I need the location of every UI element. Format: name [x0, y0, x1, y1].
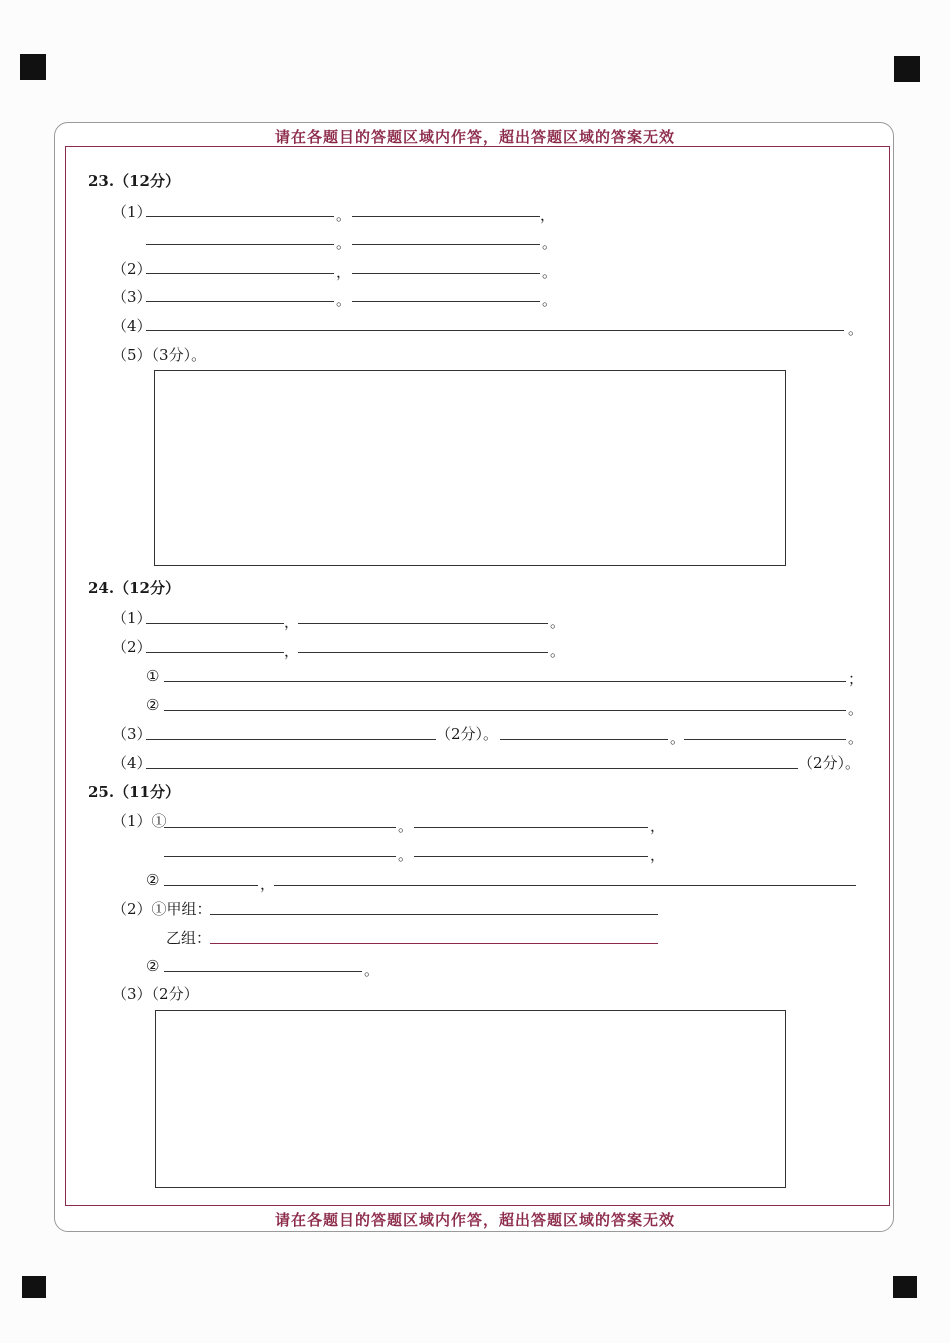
q25-2-circle2: ② — [146, 957, 160, 975]
q25-1-punct-c: 。 — [398, 846, 414, 864]
q23-3-blank-a[interactable] — [146, 301, 334, 302]
q23-4-punct: 。 — [848, 320, 864, 338]
q24-1-blank-b[interactable] — [298, 623, 548, 624]
registration-mark-top-left — [20, 54, 46, 80]
q23-1-blank-b[interactable] — [352, 216, 540, 217]
q23-1-blank-d[interactable] — [352, 244, 540, 245]
q24-2-circle2: ② — [146, 696, 160, 714]
q24-3-blank-c[interactable] — [684, 739, 846, 740]
q25-2-circle2-blank[interactable] — [164, 971, 362, 972]
q25-1-punct-b: ， — [650, 817, 666, 835]
q24-1-punct-a: ， — [284, 613, 300, 631]
q24-part1-label: （1） — [112, 609, 152, 627]
registration-mark-bottom-right — [893, 1276, 917, 1298]
q23-2-blank-a[interactable] — [146, 273, 334, 274]
q23-3-punct-b: 。 — [542, 291, 558, 309]
q23-part3-label: （3） — [112, 288, 152, 306]
q25-title: 25.（11分） — [88, 783, 180, 801]
q24-2-circle1-punct: ； — [848, 670, 864, 688]
q23-part4-label: （4） — [112, 317, 152, 335]
q23-1-punct-a: 。 — [336, 206, 352, 224]
q24-2-blank-b[interactable] — [298, 652, 548, 653]
q25-2-circle2-punct: 。 — [364, 961, 380, 979]
q25-2-group-b-blank[interactable] — [210, 943, 658, 944]
q25-1-circle2-blank-a[interactable] — [164, 885, 258, 886]
q25-part1-label: （1）① — [112, 812, 167, 830]
q24-2-punct-b: 。 — [550, 642, 566, 660]
q23-3-blank-b[interactable] — [352, 301, 540, 302]
q25-1-blank-a[interactable] — [164, 827, 396, 828]
q23-part1-label: （1） — [112, 203, 152, 221]
q23-1-blank-c[interactable] — [146, 244, 334, 245]
q25-1-circle2-punct: ， — [260, 875, 276, 893]
q24-part2-label: （2） — [112, 638, 152, 656]
q24-1-punct-b: 。 — [550, 613, 566, 631]
q24-3-punct-c: 。 — [848, 729, 864, 747]
q25-1-blank-b[interactable] — [414, 827, 648, 828]
q25-1-circle2-blank-b[interactable] — [274, 885, 856, 886]
q25-1-blank-d[interactable] — [414, 856, 648, 857]
q23-2-punct-b: 。 — [542, 263, 558, 281]
q25-part3-label: （3）（2分） — [112, 985, 199, 1003]
q24-4-blank[interactable] — [146, 768, 798, 769]
q24-2-circle1: ① — [146, 667, 160, 685]
q23-2-blank-b[interactable] — [352, 273, 540, 274]
q24-2-circle1-blank[interactable] — [164, 681, 846, 682]
q23-1-punct-b: ， — [540, 206, 556, 224]
q25-1-circle2: ② — [146, 871, 160, 889]
q23-part2-label: （2） — [112, 260, 152, 278]
q25-2-group-b-label: 乙组： — [166, 929, 212, 947]
q24-title: 24.（12分） — [88, 579, 180, 597]
q23-part5-label: （5）（3分）。 — [112, 346, 207, 364]
q25-1-blank-c[interactable] — [164, 856, 396, 857]
registration-mark-bottom-left — [22, 1276, 46, 1298]
q23-2-punct-a: ， — [336, 263, 352, 281]
q24-4-score: （2分）。 — [798, 754, 861, 772]
top-warning-banner: 请在各题目的答题区域内作答，超出答题区域的答案无效 — [274, 128, 675, 146]
q24-2-punct-a: ， — [284, 642, 300, 660]
q24-2-circle2-punct: 。 — [848, 700, 864, 718]
q24-3-punct-b: 。 — [670, 729, 686, 747]
q25-1-punct-a: 。 — [398, 817, 414, 835]
q25-3-answer-box[interactable] — [155, 1010, 786, 1188]
q23-1-punct-d: 。 — [542, 234, 558, 252]
q25-1-punct-d: ， — [650, 846, 666, 864]
q24-3-score: （2分）。 — [436, 725, 499, 743]
q23-5-answer-box[interactable] — [154, 370, 786, 566]
q24-2-circle2-blank[interactable] — [164, 710, 846, 711]
bottom-warning-banner: 请在各题目的答题区域内作答，超出答题区域的答案无效 — [274, 1211, 675, 1229]
q25-2-group-a-blank[interactable] — [210, 914, 658, 915]
registration-mark-top-right — [894, 56, 920, 82]
q24-3-blank-b[interactable] — [500, 739, 668, 740]
q24-2-blank-a[interactable] — [146, 652, 284, 653]
q24-1-blank-a[interactable] — [146, 623, 284, 624]
q24-part3-label: （3） — [112, 725, 152, 743]
q24-part4-label: （4） — [112, 754, 152, 772]
q24-3-blank-a[interactable] — [146, 739, 436, 740]
q23-3-punct-a: 。 — [336, 291, 352, 309]
q23-1-punct-c: 。 — [336, 234, 352, 252]
q23-title: 23.（12分） — [88, 172, 180, 190]
q23-4-blank[interactable] — [146, 330, 844, 331]
q23-1-blank-a[interactable] — [146, 216, 334, 217]
q25-part2-label: （2）①甲组： — [112, 900, 212, 918]
